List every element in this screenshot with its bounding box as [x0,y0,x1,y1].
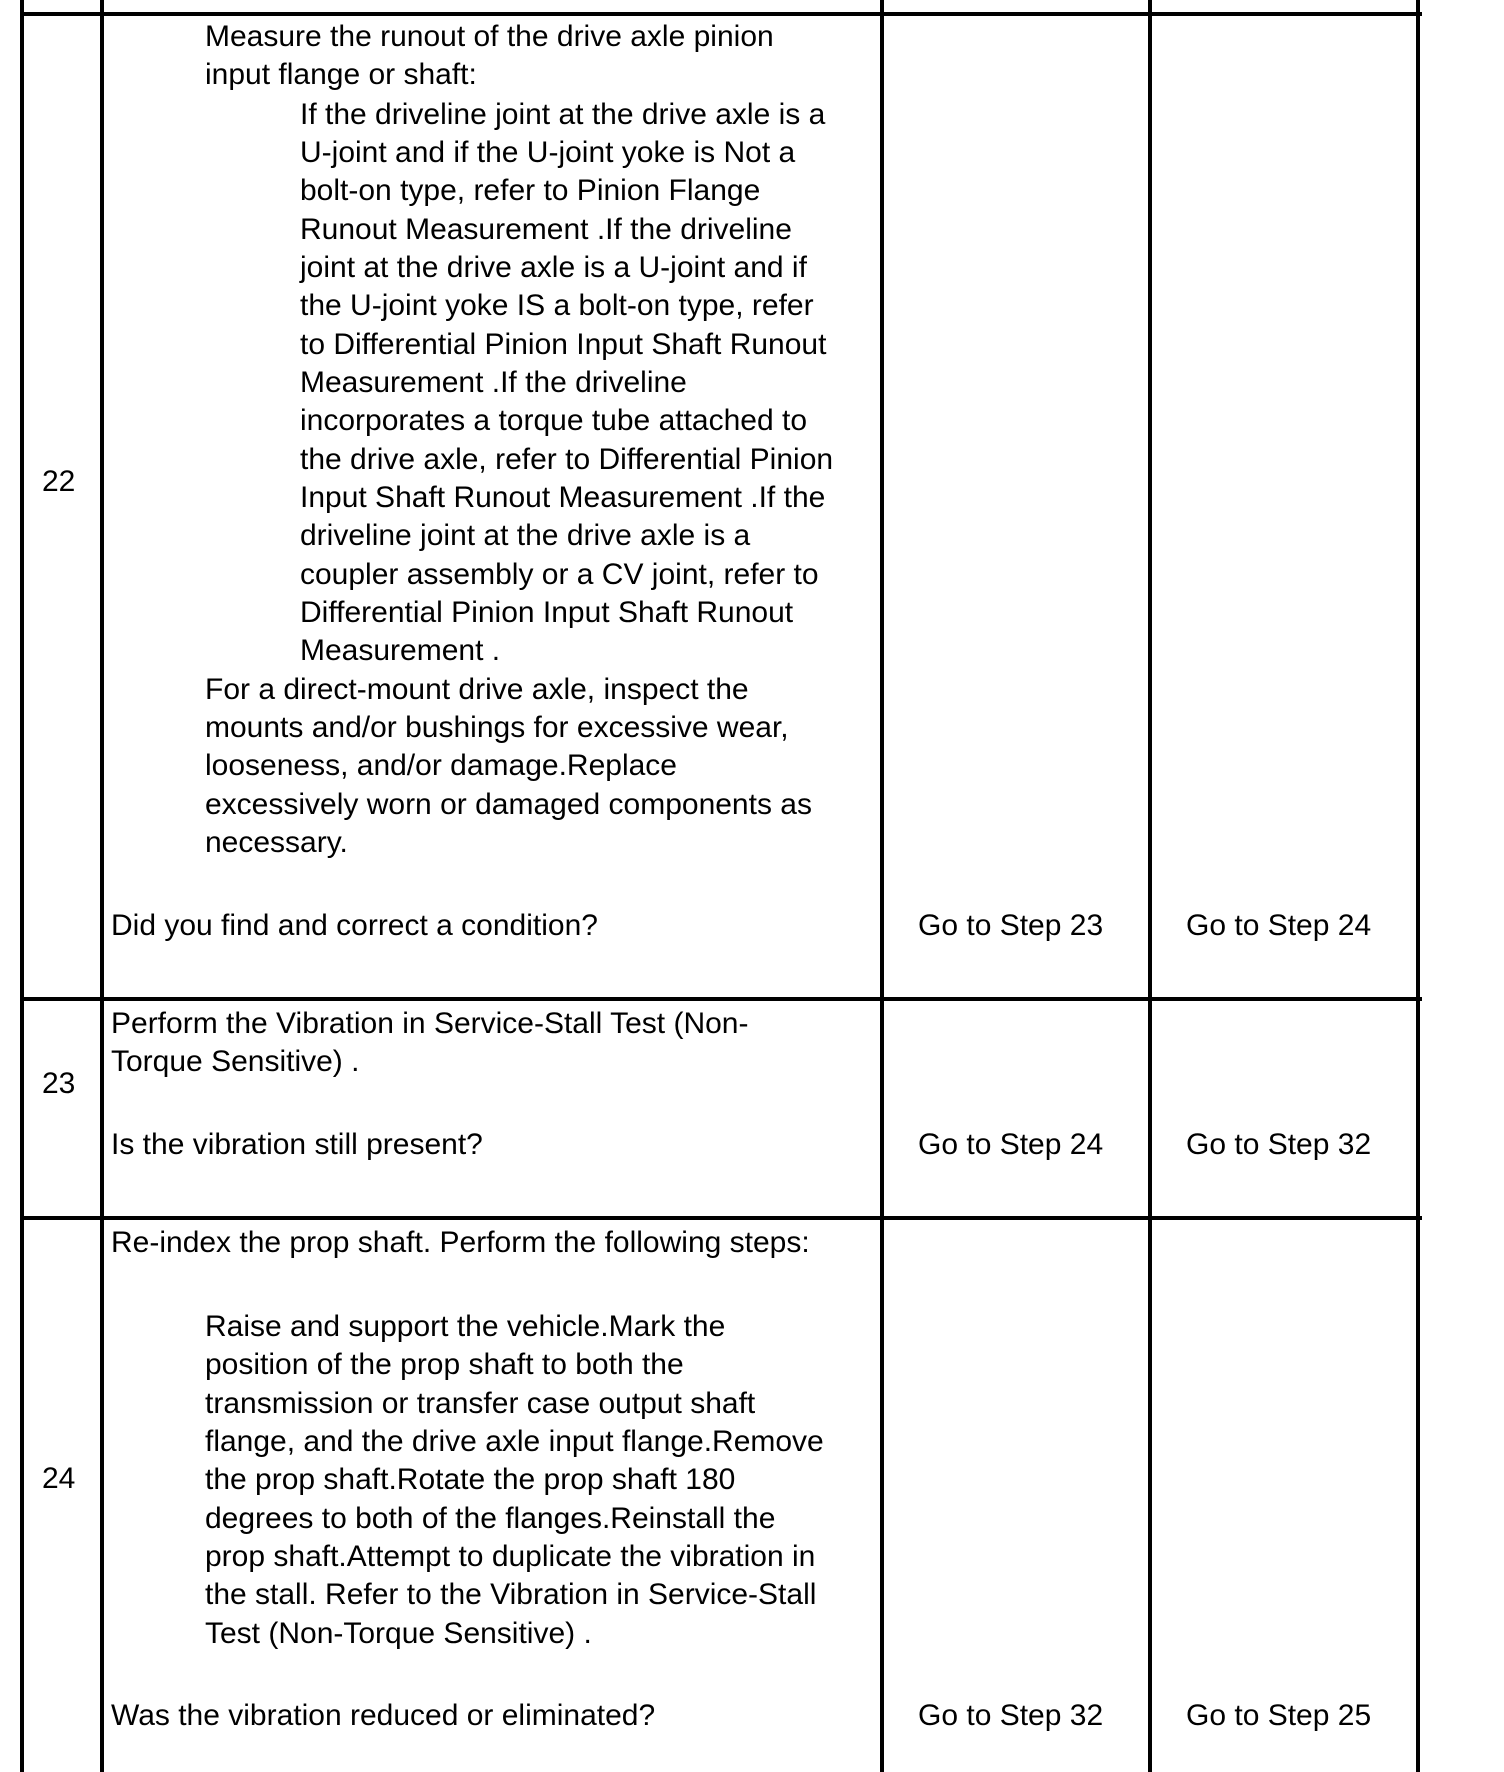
substep-text-line: bolt-on type, refer to Pinion Flange [300,174,761,207]
step-number: 24 [42,1462,76,1495]
substep-text-line: degrees to both of the flanges.Reinstall the [205,1502,776,1535]
yes-action: Go to Step 24 [918,1128,1104,1161]
step-text-line: mounts and/or bushings for excessive wear, [205,711,789,744]
row-divider [22,997,1422,1001]
step-text-line: For a direct-mount drive axle, inspect the [205,673,749,706]
step-text-line: excessively worn or damaged components as [205,788,812,821]
substep-text-line: transmission or transfer case output shaft [205,1387,756,1420]
step-text-line: Torque Sensitive) . [111,1045,360,1078]
substep-text-line: Test (Non-Torque Sensitive) . [205,1617,592,1650]
no-action: Go to Step 25 [1186,1699,1372,1732]
substep-text-line: flange, and the drive axle input flange.Remove [205,1425,824,1458]
step-text-line: Re-index the prop shaft. Perform the following steps: [111,1226,810,1259]
substep-text-line: Differential Pinion Input Shaft Runout [300,596,794,629]
yes-action: Go to Step 23 [918,909,1104,942]
substep-text-line: incorporates a torque tube attached to [300,404,808,437]
substep-text-line: Runout Measurement .If the driveline [300,213,792,246]
substep-text-line: If the driveline joint at the drive axle is a [300,98,826,131]
step-text-line: Measure the runout of the drive axle pinion [205,20,774,53]
yes-action: Go to Step 32 [918,1699,1104,1732]
row-divider [22,12,1422,16]
no-action: Go to Step 24 [1186,909,1372,942]
column-divider-yes [1148,0,1152,1772]
substep-text-line: Measurement .If the driveline [300,366,687,399]
substep-text-line: Raise and support the vehicle.Mark the [205,1310,726,1343]
substep-text-line: the prop shaft.Rotate the prop shaft 180 [205,1463,736,1496]
substep-text-line: to Differential Pinion Input Shaft Runout [300,328,827,361]
step-text-line: looseness, and/or damage.Replace [205,749,677,782]
row-divider [22,1216,1422,1220]
step-number: 22 [42,465,76,498]
step-question: Did you find and correct a condition? [111,909,598,942]
substep-text-line: the stall. Refer to the Vibration in Service-Stall [205,1578,817,1611]
column-divider-action [880,0,884,1772]
substep-text-line: prop shaft.Attempt to duplicate the vibration in [205,1540,816,1573]
step-question: Was the vibration reduced or eliminated? [111,1699,656,1732]
step-number: 23 [42,1067,76,1100]
column-divider-step [100,0,104,1772]
step-text-line: Perform the Vibration in Service-Stall Test (Non- [111,1007,749,1040]
step-text-line: necessary. [205,826,348,859]
step-question: Is the vibration still present? [111,1128,483,1161]
no-action: Go to Step 32 [1186,1128,1372,1161]
substep-text-line: U-joint and if the U-joint yoke is Not a [300,136,796,169]
substep-text-line: coupler assembly or a CV joint, refer to [300,558,819,591]
substep-text-line: Input Shaft Runout Measurement .If the [300,481,826,514]
substep-text-line: Measurement . [300,634,501,667]
table-border-right [1416,0,1420,1772]
substep-text-line: joint at the drive axle is a U-joint and if [300,251,807,284]
substep-text-line: driveline joint at the drive axle is a [300,519,751,552]
table-border-left [20,0,24,1772]
substep-text-line: the U-joint yoke IS a bolt-on type, refer [300,289,814,322]
substep-text-line: the drive axle, refer to Differential Pinion [300,443,834,476]
substep-text-line: position of the prop shaft to both the [205,1348,684,1381]
step-text-line: input flange or shaft: [205,58,477,91]
